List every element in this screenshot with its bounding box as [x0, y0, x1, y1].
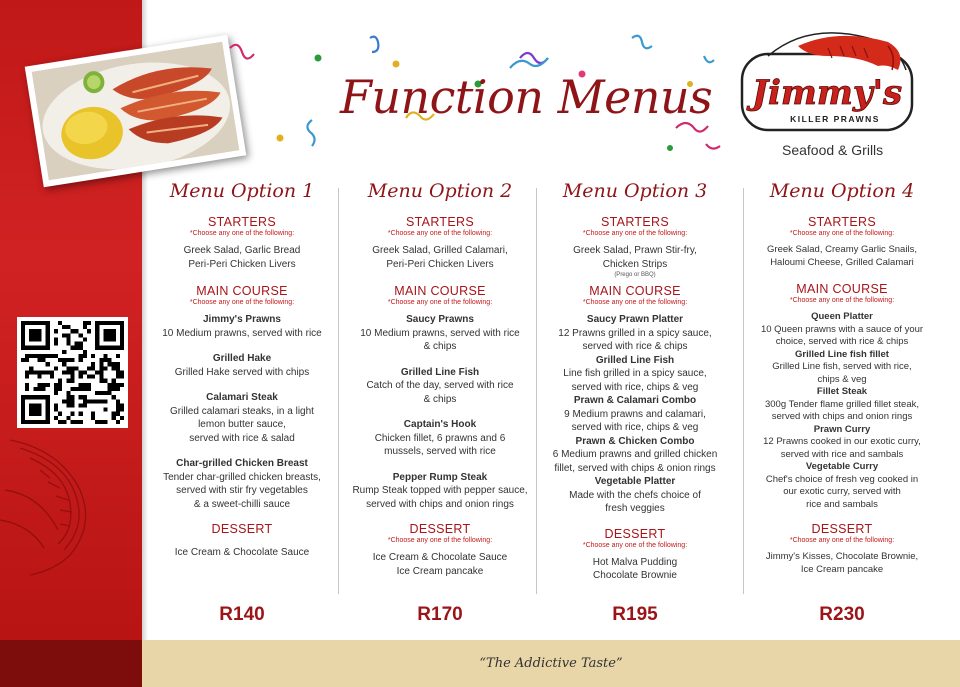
dish-description: Catch of the day, served with rice [366, 380, 514, 391]
main-course-heading: MAIN COURSE [796, 282, 888, 296]
main-course-note: *Choose any one of the following: [189, 299, 295, 306]
dish-name: Vegetable Platter [594, 476, 676, 487]
starters-note: *Choose any one of the following: [582, 230, 688, 237]
dish-name: Grilled Line Fish [595, 354, 675, 366]
starters-line: Chicken Strips [602, 258, 668, 270]
dish-name: Captain's Hook [403, 419, 477, 430]
seafood-grills-label: Seafood & Grills [782, 142, 884, 158]
starters-line: Greek Salad, Creamy Garlic Snails, [767, 244, 917, 255]
main-course-note: *Choose any one of the following: [582, 299, 688, 306]
prawn-sketch-decoration [0, 430, 142, 580]
dish-description: choice, served with rice & chips [775, 336, 909, 347]
dessert-line: Jimmy's Kisses, Chocolate Brownie, [765, 551, 919, 562]
qr-code[interactable] [17, 317, 128, 428]
dish-description: Grilled calamari steaks, in a light [170, 405, 314, 417]
dish-description: 10 Medium prawns, served with rice [162, 327, 322, 339]
jimmys-logo [738, 26, 916, 134]
starters-line: Greek Salad, Prawn Stir-fry, [573, 245, 697, 256]
dish-name: Saucy Prawns [406, 314, 474, 325]
dish-name: Grilled Hake [212, 353, 272, 364]
dessert-heading: DESSERT [211, 522, 273, 536]
main-course-heading: MAIN COURSE [394, 284, 486, 298]
dish-description: 10 Medium prawns, served with rice [360, 327, 520, 339]
dish-description: Grilled Hake served with chips [174, 366, 310, 378]
price-option-4: R230 [819, 604, 865, 625]
starters-heading: STARTERS [406, 215, 474, 229]
dessert-line: Ice Cream pancake [396, 565, 484, 577]
dish-name: Grilled Line fish fillet [795, 348, 889, 360]
dish-description: fillet, served with chips & onion rings [554, 462, 716, 474]
menu-option-title: Menu Option 1 [169, 180, 315, 202]
logo-subtitle: KILLER PRAWNS [790, 114, 880, 124]
menu-option-1 [144, 180, 340, 560]
dish-description: 12 Prawns cooked in our exotic curry, [763, 436, 921, 447]
dish-name: Vegetable Curry [805, 461, 879, 472]
dish-description: served with stir fry vegetables [176, 485, 308, 496]
dessert-note: *Choose any one of the following: [387, 537, 493, 544]
dish-description: & chips [423, 393, 457, 405]
dish-description: Made with the chefs choice of [569, 489, 701, 501]
dish-description: Chicken fillet, 6 prawns and 6 [374, 432, 506, 444]
dish-description: Line fish grilled in a spicy sauce, [563, 368, 707, 379]
menu-option-title: Menu Option 2 [367, 180, 513, 202]
dessert-line: Ice Cream & Chocolate Sauce [174, 547, 310, 558]
dish-description: served with rice and sambals [780, 448, 904, 460]
dish-description: Grilled Line fish, served with rice, [772, 361, 912, 372]
starters-line: Peri-Peri Chicken Livers [188, 258, 296, 270]
dish-description: our exotic curry, served with [783, 486, 901, 497]
starters-note-small: (Prego or BBQ) [614, 272, 656, 278]
main-course-note: *Choose any one of the following: [387, 299, 493, 306]
page-title: Function Menus [340, 70, 713, 124]
menu-option-title: Menu Option 3 [562, 180, 708, 202]
dessert-note: *Choose any one of the following: [789, 537, 895, 544]
dish-description: 9 Medium prawns and calamari, [564, 408, 706, 420]
logo-wordmark: Jimmy's [751, 73, 903, 113]
dish-description: served with chips and onion rings [771, 411, 913, 422]
dessert-line: Chocolate Brownie [593, 570, 677, 581]
dish-name: Prawn Curry [813, 423, 871, 435]
main-course-heading: MAIN COURSE [589, 284, 681, 298]
dish-name: Jimmy's Prawns [203, 314, 281, 325]
dish-description: & a sweet-chilli sauce [193, 498, 291, 510]
dish-description: Rump Steak topped with pepper sauce, [352, 485, 528, 496]
dessert-note: *Choose any one of the following: [582, 541, 688, 549]
dish-name: Prawn & Chicken Combo [575, 435, 695, 447]
bottom-left-strip [0, 640, 142, 687]
starters-note: *Choose any one of the following: [387, 230, 493, 237]
dish-description: served with rice & chips [582, 341, 688, 352]
dish-description: served with rice, chips & veg [571, 381, 699, 393]
dessert-heading: DESSERT [604, 526, 666, 541]
dish-description: Tender char-grilled chicken breasts, [163, 471, 321, 483]
dessert-heading: DESSERT [811, 522, 873, 536]
dessert-line: Ice Cream & Chocolate Sauce [372, 552, 508, 563]
dish-name: Fillet Steak [816, 386, 868, 397]
dish-description: 12 Prawns grilled in a spicy sauce, [558, 327, 712, 339]
menu-option-2 [342, 180, 538, 578]
starters-heading: STARTERS [601, 215, 669, 229]
dessert-line: Hot Malva Pudding [592, 556, 678, 568]
dish-description: rice and sambals [806, 498, 878, 510]
dish-description: lemon butter sauce, [198, 419, 286, 430]
main-course-heading: MAIN COURSE [196, 284, 288, 298]
dish-description: fresh veggies [605, 503, 665, 514]
menu-option-title: Menu Option 4 [769, 180, 915, 202]
dish-description: 10 Queen prawns with a sauce of your [760, 323, 924, 335]
dish-name: Prawn & Calamari Combo [573, 395, 697, 406]
dish-name: Queen Platter [811, 311, 873, 322]
dish-description: served with rice, chips & veg [571, 422, 699, 433]
dish-description: & chips [423, 341, 457, 352]
starters-line: Peri-Peri Chicken Livers [386, 258, 494, 270]
footer-tagline: “The Addictive Taste” [479, 656, 623, 671]
dish-description: 300g Tender flame grilled fillet steak, [764, 398, 920, 410]
dish-name: Calamari Steak [206, 392, 278, 403]
dessert-line: Ice Cream pancake [800, 563, 884, 575]
price-option-1: R140 [219, 604, 265, 625]
main-course-note: *Choose any one of the following: [789, 297, 895, 304]
dish-description: served with chips and onion rings [366, 498, 514, 510]
starters-line: Greek Salad, Grilled Calamari, [372, 245, 508, 256]
dish-name: Grilled Line Fish [400, 366, 480, 378]
dish-description: 6 Medium prawns and grilled chicken [552, 449, 718, 460]
dessert-heading: DESSERT [409, 522, 471, 536]
starters-heading: STARTERS [208, 215, 276, 229]
dish-name: Char-grilled Chicken Breast [176, 458, 308, 469]
price-option-2: R170 [417, 604, 463, 625]
starters-heading: STARTERS [808, 215, 876, 229]
starters-line: Haloumi Cheese, Grilled Calamari [770, 256, 914, 268]
dish-name: Saucy Prawn Platter [586, 314, 684, 325]
dish-description: Chef's choice of fresh veg cooked in [765, 473, 919, 485]
dish-name: Pepper Rump Steak [392, 471, 488, 483]
starters-line: Greek Salad, Garlic Bread [183, 245, 301, 256]
price-option-3: R195 [612, 604, 658, 625]
menu-option-3 [537, 180, 733, 583]
dish-description: chips & veg [817, 373, 867, 385]
starters-note: *Choose any one of the following: [789, 230, 895, 237]
menu-option-4 [744, 180, 940, 576]
dish-description: mussels, served with rice [384, 446, 496, 457]
starters-note: *Choose any one of the following: [189, 230, 295, 237]
dish-description: served with rice & salad [189, 432, 295, 444]
